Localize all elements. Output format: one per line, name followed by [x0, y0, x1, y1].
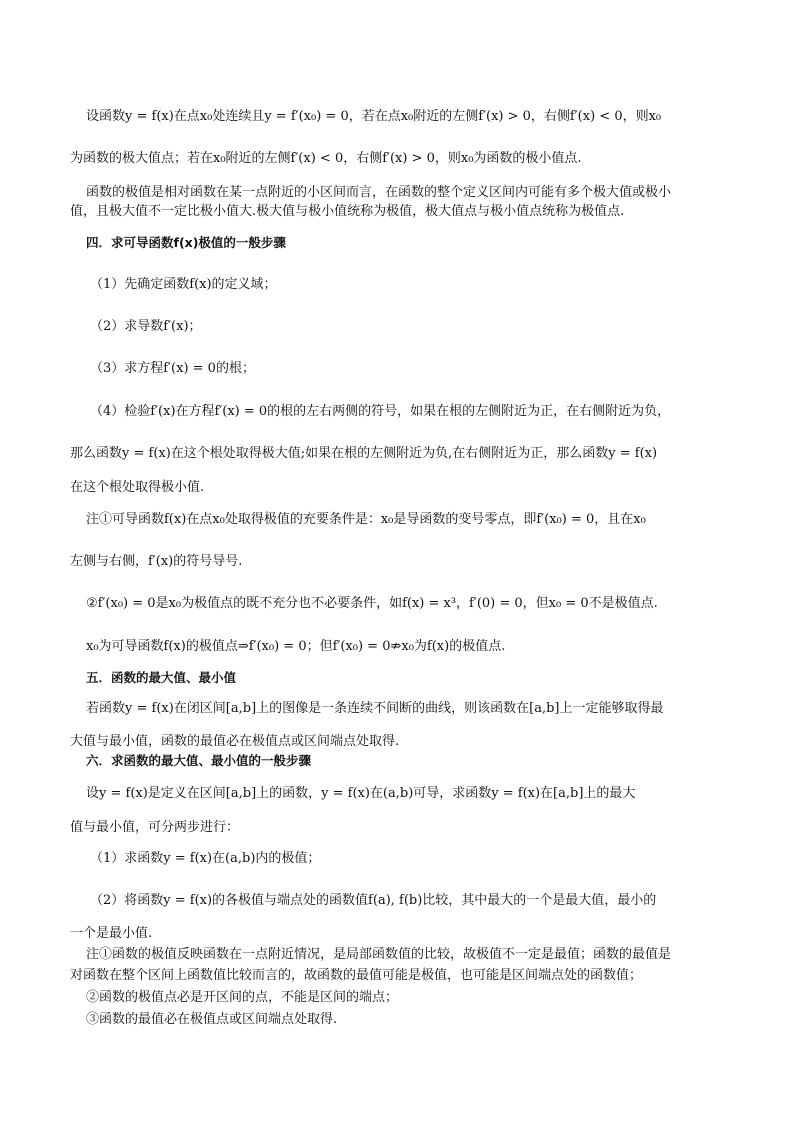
step-line: （2）将函数y = f(x)的各极值与端点处的函数值f(a), f(b)比较，其中最大的一个是最大值，最小的 — [90, 893, 657, 908]
section-heading: 六．求函数的最大值、最小值的一般步骤 — [86, 753, 312, 768]
paragraph-line: 函数的极值是相对函数在某一点附近的小区间而言，在函数的整个定义区间内可能有多个极大值或极小 — [86, 185, 672, 200]
paragraph-line: 若函数y = f(x)在闭区间[a,b]上的图像是一条连续不间断的曲线，则该函数在[a,b]上一定能够取得最 — [86, 701, 664, 716]
note-line: ③函数的最值必在极值点或区间端点处取得. — [86, 1012, 338, 1027]
note-line: 对函数在整个区间上函数值比较而言的，故函数的最值可能是极值，也可能是区间端点处的函数值； — [70, 968, 643, 983]
note-line: ②f′(x₀) = 0是x₀为极值点的既不充分也不必要条件，如f(x) = x³，f′(0) = 0，但x₀ = 0不是极值点. — [86, 596, 658, 611]
step-line: 在这个根处取得极小值. — [70, 480, 205, 495]
note-line: 左侧与右侧，f′(x)的符号导号. — [70, 554, 243, 569]
paragraph-line: 为函数的极大值点；若在x₀附近的左侧f′(x) < 0，右侧f′(x) > 0，则x₀为函数的极小值点. — [70, 151, 582, 166]
step-line: （3）求方程f′(x) = 0的根； — [90, 361, 255, 376]
step-line: （1）求函数y = f(x)在(a,b)内的极值； — [90, 851, 321, 866]
paragraph-line: 一个是最小值. — [70, 926, 153, 941]
note-line: x₀为可导函数f(x)的极值点⇒f′(x₀) = 0；但f′(x₀) = 0⇏x₀为f(x)的极值点. — [86, 639, 506, 654]
paragraph-line: 设y = f(x)是定义在区间[a,b]上的函数，y = f(x)在(a,b)可导，求函数y = f(x)在[a,b]上的最大 — [86, 786, 636, 801]
note-line: 注①可导函数f(x)在点x₀处取得极值的充要条件是：x₀是导函数的变号零点，即f′(x₀) = 0，且在x₀ — [86, 512, 646, 527]
paragraph-line: 值与最小值，可分两步进行： — [70, 820, 240, 835]
note-line: 注①函数的极值反映函数在一点附近情况，是局部函数值的比较，故极值不一定是最值；函数的最值是 — [86, 947, 672, 962]
section-heading: 五．函数的最大值、最小值 — [86, 670, 237, 685]
section-heading: 四．求可导函数f(x)极值的一般步骤 — [86, 235, 286, 250]
step-line: 那么函数y = f(x)在这个根处取得极大值;如果在根的左侧附近为负,在右侧附近为正，那么函数y = f(x) — [70, 446, 658, 461]
paragraph-line: 值，且极大值不一定比极小值大.极大值与极小值统称为极值，极大值点与极小值点统称为极值点. — [70, 204, 625, 219]
step-line: （2）求导数f′(x)； — [90, 319, 202, 334]
paragraph-line: 设函数y = f(x)在点x₀处连续且y = f′(x₀) = 0，若在点x₀附近的左侧f′(x) > 0，右侧f′(x) < 0，则x₀ — [86, 109, 662, 124]
step-line: （1）先确定函数f(x)的定义域； — [90, 277, 277, 292]
step-line: （4）检验f′(x)在方程f′(x) = 0的根的左右两侧的符号，如果在根的左侧附近为正，在右侧附近为负， — [90, 404, 671, 419]
note-line: ②函数的极值点必是开区间的点，不能是区间的端点； — [86, 990, 399, 1005]
paragraph-line: 大值与最小值，函数的最值必在极值点或区间端点处取得. — [70, 734, 400, 749]
